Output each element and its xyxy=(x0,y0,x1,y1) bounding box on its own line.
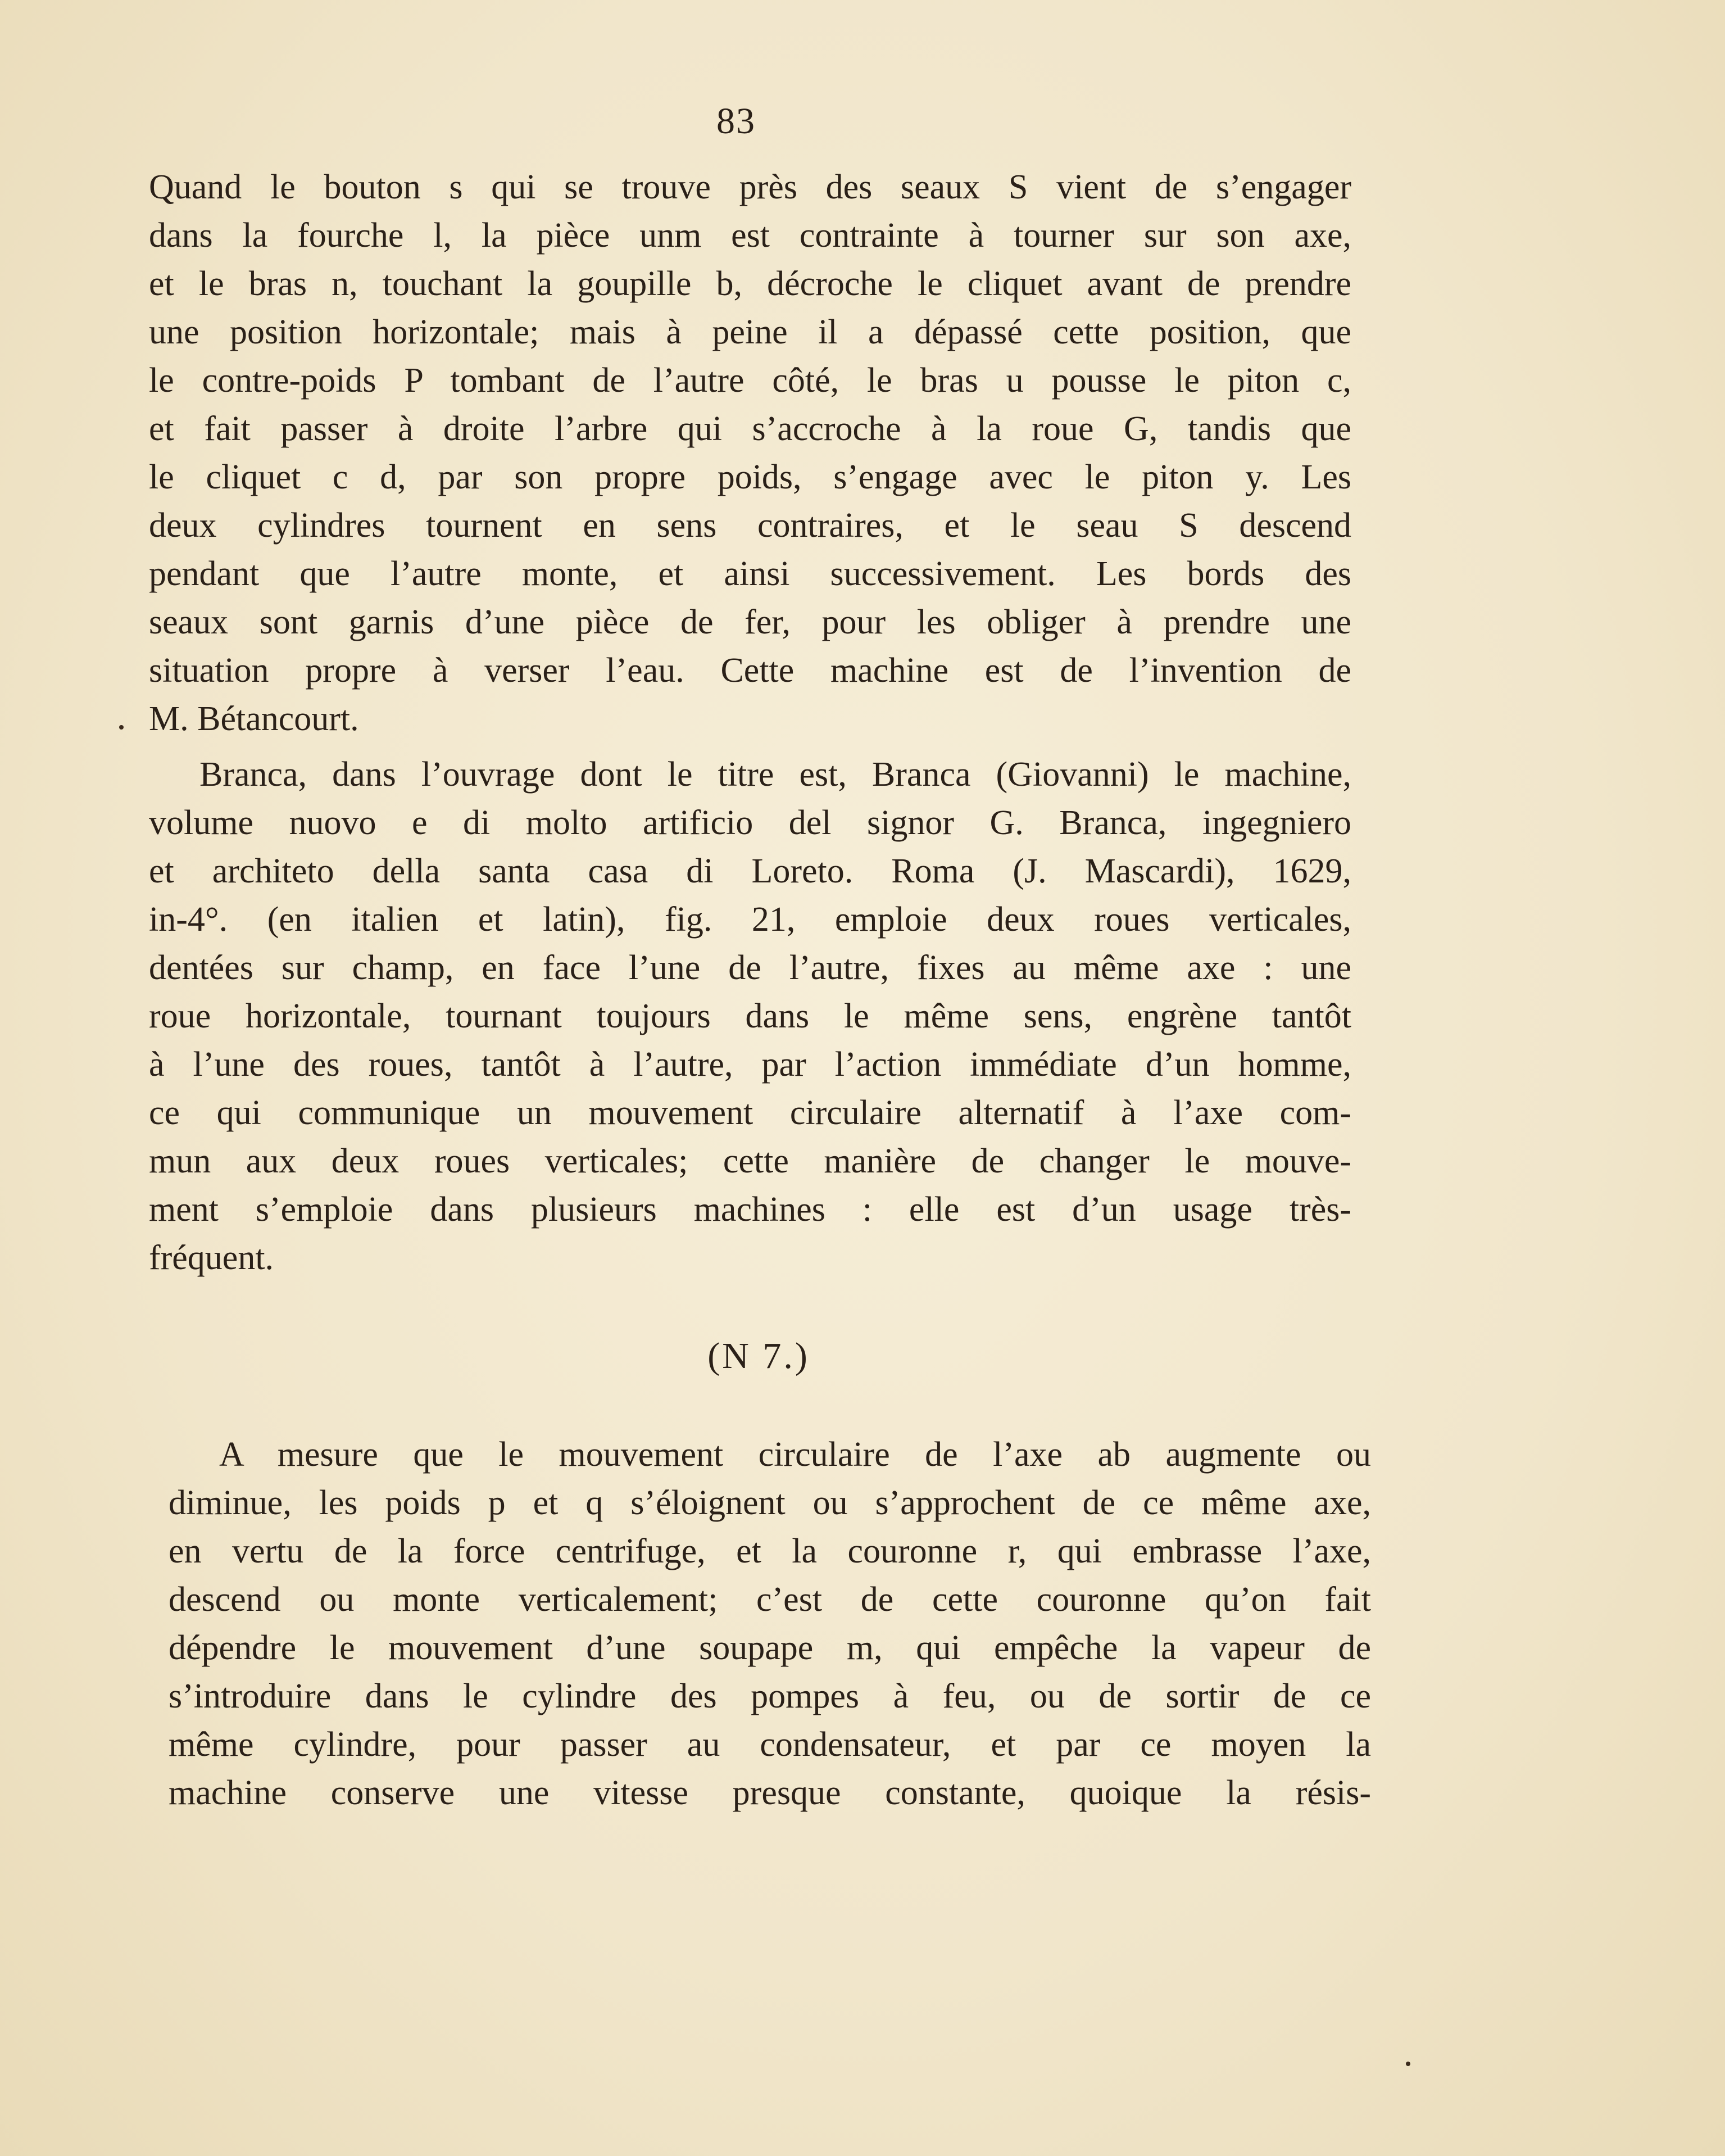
text-line: in-4°. (en italien et latin), fig. 21, emploie deux roues verticales, xyxy=(149,900,1351,939)
text-line: s’introduire dans le cylindre des pompes à feu, ou de sortir de ce xyxy=(169,1677,1371,1715)
ink-speck xyxy=(1406,2062,1410,2066)
text-line: en vertu de la force centrifuge, et la couronne r, qui embrasse l’axe, xyxy=(169,1532,1371,1570)
text-line: dans la fourche l, la pièce unm est contrainte à tourner sur son axe, xyxy=(149,216,1351,255)
text-line: Quand le bouton s qui se trouve près des seaux S vient de s’engager xyxy=(149,168,1351,206)
text-line: dépendre le mouvement d’une soupape m, qui empêche la vapeur de xyxy=(169,1629,1371,1667)
paragraph-1 xyxy=(149,163,1351,743)
page-number: 83 xyxy=(716,101,756,142)
text-line: roue horizontale, tournant toujours dans le même sens, engrène tantôt xyxy=(149,997,1351,1035)
text-line: machine conserve une vitesse presque constante, quoique la résis- xyxy=(169,1774,1371,1812)
text-line: à l’une des roues, tantôt à l’autre, par l’action immédiate d’un homme, xyxy=(149,1045,1351,1084)
text-line: deux cylindres tournent en sens contraires, et le seau S descend xyxy=(149,506,1351,545)
text-line: seaux sont garnis d’une pièce de fer, pour les obliger à prendre une xyxy=(149,603,1351,641)
text-line: pendant que l’autre monte, et ainsi successivement. Les bords des xyxy=(149,555,1351,593)
ink-speck xyxy=(119,725,124,730)
text-line: et fait passer à droite l’arbre qui s’accroche à la roue G, tandis que xyxy=(149,410,1351,448)
text-line: situation propre à verser l’eau. Cette machine est de l’invention de xyxy=(149,651,1351,690)
text-line: Branca, dans l’ouvrage dont le titre est, Branca (Giovanni) le machine, xyxy=(199,755,1351,794)
text-line: et architeto della santa casa di Loreto. Roma (J. Mascardi), 1629, xyxy=(149,852,1351,890)
text-line: le contre-poids P tombant de l’autre côté, le bras u pousse le piton c, xyxy=(149,361,1351,400)
text-line: diminue, les poids p et q s’éloignent ou s’approchent de ce même axe, xyxy=(169,1484,1371,1522)
text-line: fréquent. xyxy=(149,1239,274,1277)
text-line: volume nuovo e di molto artificio del signor G. Branca, ingegniero xyxy=(149,804,1351,842)
text-line: ment s’emploie dans plusieurs machines : elle est d’un usage très- xyxy=(149,1190,1351,1229)
text-line: A mesure que le mouvement circulaire de l’axe ab augmente ou xyxy=(219,1435,1371,1474)
paragraph-3 xyxy=(169,1430,1371,1817)
section-heading: (N 7.) xyxy=(707,1335,810,1376)
text-line: dentées sur champ, en face l’une de l’autre, fixes au même axe : une xyxy=(149,949,1351,987)
text-line: mun aux deux roues verticales; cette manière de changer le mouve- xyxy=(149,1142,1351,1180)
text-line: même cylindre, pour passer au condensateur, et par ce moyen la xyxy=(169,1725,1371,1764)
text-line: M. Bétancourt. xyxy=(149,700,359,738)
text-line: descend ou monte verticalement; c’est de cette couronne qu’on fait xyxy=(169,1580,1371,1619)
text-line: le cliquet c d, par son propre poids, s’engage avec le piton y. Les xyxy=(149,458,1351,496)
text-line: et le bras n, touchant la goupille b, décroche le cliquet avant de prendre xyxy=(149,265,1351,303)
paragraph-2 xyxy=(149,750,1351,1282)
text-line: ce qui communique un mouvement circulaire alternatif à l’axe com- xyxy=(149,1094,1351,1132)
text-line: une position horizontale; mais à peine il a dépassé cette position, que xyxy=(149,313,1351,351)
